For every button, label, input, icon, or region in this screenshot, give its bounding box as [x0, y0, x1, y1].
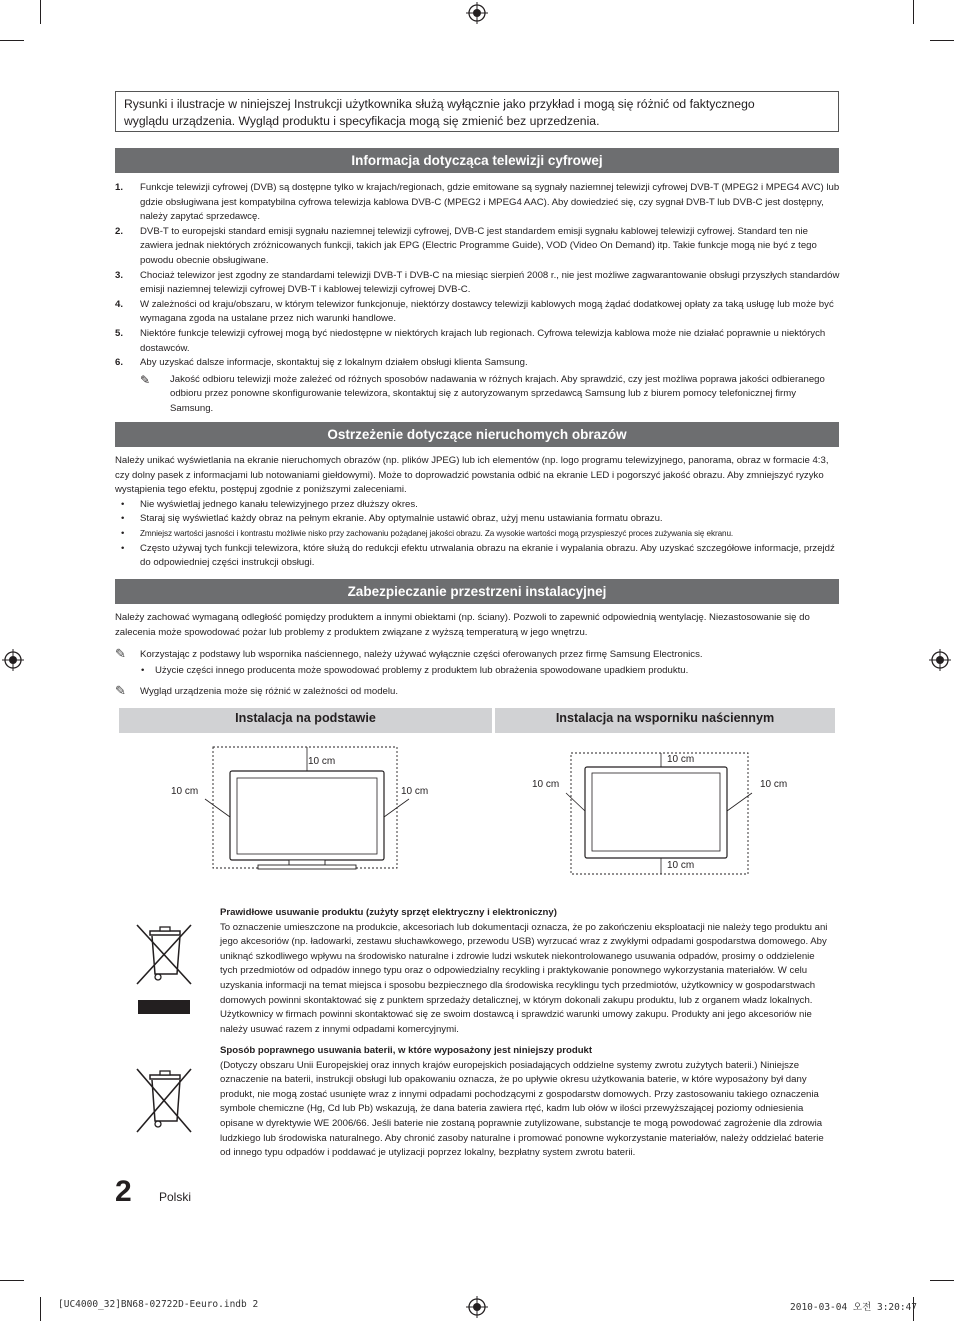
dimension-label: 10 cm	[532, 779, 560, 790]
list-item	[115, 512, 835, 527]
list-item	[115, 181, 840, 225]
section-title-installation-space: Zabezpieczanie przestrzeni instalacyjnej	[115, 579, 839, 604]
weee-text: To oznaczenie umieszczone na produkcie, akcesoriach lub dokumentacji oznacza, że po zakończeniu eksploatacji nie należy tego produktu ani jego akcesoriów (np. ładowarki, zestawu słuchawkowego, przewodu USB) wyrzucać wraz z zwykłymi odpadami gospodarstwa domowego. Aby uniknąć szkodliwego wpływu na środowisko naturalne i zdrowie ludzi wskutek niekontrolowanego usuwania odpadów, prosimy o oddzielenie tych przedmiotów od odpadów innego typu oraz o odpowiedzialny recykling i praktykowanie ponownego wykorzystania materiałów. W celu uzyskania informacji na temat miejsca i sposobu bezpiecznego dla środowiska recyklingu tych przedmiotów, użytkownicy w gospodarstwach domowych powinni skontaktować się z punktem sprzedaży detalicznej, w którym dokonali zakupu produktu, lub z organem władz lokalnych. Użytkownicy w firmach powinni skontaktować się ze swoim dostawcą i sprawdzić warunki umowy zakupu. Produkty ani jego akcesoriów nie należy usuwać razem z innymi odpadami komercyjnymi.	[220, 921, 828, 1035]
memo-note	[115, 373, 840, 417]
list-item	[115, 498, 835, 513]
crop-mark	[0, 1280, 24, 1281]
bullet-icon: •	[121, 513, 125, 525]
weee-disposal-section	[220, 906, 830, 1037]
item-text: DVB-T to europejski standard emisji sygnału naziemnej telewizji cyfrowej, DVB-C jest standardem emisji sygnału kablowej telewizji cyfrowej. Standard ten nie zawiera jednak niektórych zróżnicowanych funkcji, takich jak EPG (Electric Programme Guide), VOD (Video On Demand) itp. Takie funkcje mogą nie być z tego powodu obecnie obsługiwane.	[140, 225, 817, 266]
list-item	[115, 542, 835, 571]
disclaimer-line: Rysunki i ilustracje w niniejszej Instrukcji użytkownika służą wyłącznie jako przykład i mogą się różnić od faktycznego	[124, 97, 755, 111]
memo-pencil-icon: ✎	[115, 646, 126, 661]
list-item	[115, 356, 840, 371]
dimension-label: 10 cm	[667, 754, 695, 765]
column-header-wall-mount: Instalacja na wsporniku naściennym	[495, 708, 835, 733]
dimension-label: 10 cm	[667, 860, 695, 871]
list-item	[115, 269, 840, 298]
crop-mark	[40, 0, 41, 24]
disclaimer-box	[115, 91, 839, 132]
memo-text: Korzystając z podstawy lub wspornika naściennego, należy używać wyłącznie części oferowanych przez firmę Samsung Electronics.	[140, 649, 703, 660]
item-number: 5.	[115, 327, 124, 339]
list-item	[115, 527, 835, 542]
page-language: Polski	[159, 1190, 192, 1204]
installation-intro: Należy zachować wymaganą odległość pomiędzy produktem a innymi obiektami (np. ściany). Pozwoli to zapewnić odpowiednią wentylację. Niezastosowanie się do zalecenia może spowodować pożar lub problemy z produktem związane z wyższą temperaturą w jego wnętrzu.	[115, 612, 810, 638]
crop-mark	[0, 40, 24, 41]
dimension-label: 10 cm	[308, 756, 336, 767]
list-item	[115, 327, 840, 356]
crop-mark	[913, 0, 914, 24]
section-title-digital-tv: Informacja dotycząca telewizji cyfrowej	[115, 148, 839, 173]
item-number: 6.	[115, 357, 124, 369]
item-number: 2.	[115, 225, 124, 237]
installation-memos	[115, 648, 835, 700]
column-header-stand: Instalacja na podstawie	[119, 708, 492, 733]
memo-pencil-icon: ✎	[115, 683, 126, 699]
memo-pencil-icon: ✎	[140, 372, 151, 387]
bullet-text: Staraj się wyświetlać każdy obraz na pełnym ekranie. Aby optymalnie ustawić obraz, użyj menu ustawiania formatu obrazu.	[140, 513, 663, 525]
still-images-content	[115, 454, 835, 571]
still-images-intro: Należy unikać wyświetlania na ekranie nieruchomych obrazów (np. plików JPEG) lub ich elementów (np. logo programu telewizyjnego, panorama, obraz w formacie 4:3, czy dolny pasek z informacjami lub notowaniami giełdowymi). Może to doprowadzić powstania odbić na ekranie LED i pogorszyć jakość obrazu. Aby zmniejszyć ryzyko wystąpienia tego efektu, postępuj zgodnie z poniższymi zaleceniami.	[115, 455, 829, 496]
item-text: W zależności od kraju/obszaru, w którym telewizor funkcjonuje, niektórzy dostawcy telewizji kablowych mogą żądać dodatkowej opłaty za taką usługę lub może być wymagana zgoda na ustalane przez nich warunki handlowe.	[140, 298, 834, 325]
battery-title: Sposób poprawnego usuwania baterii, w które wyposażony jest niniejszy produkt	[220, 1045, 593, 1056]
registration-mark-icon	[466, 1296, 488, 1318]
item-number: 3.	[115, 269, 124, 281]
crossed-bin-icon	[133, 1066, 195, 1138]
bullet-icon: •	[141, 664, 145, 676]
item-number: 4.	[115, 298, 124, 310]
dimension-label: 10 cm	[401, 786, 429, 797]
memo-text: Jakość odbioru telewizji może zależeć od różnych sposobów nadawania w różnych krajach. Aby sprawdzić, czy jest możliwa poprawa jakości odbieranego odbioru przez ponowne skonfigurowanie telewizora, skontaktuj się z autoryzowanym sprzedawcą Samsung lub z biurem pomocy telefonicznej firmy Samsung.	[170, 373, 825, 414]
list-item	[115, 298, 840, 327]
item-number: 1.	[115, 182, 124, 193]
battery-disposal-section	[220, 1044, 830, 1161]
disclaimer-line: wyglądu urządzenia. Wygląd produktu i specyfikacja mogą się zmienić bez uprzedzenia.	[124, 114, 600, 128]
item-text: Niektóre funkcje telewizji cyfrowej mogą być niedostępne w niektórych krajach lub regionach. Cyfrowa telewizja kablowa może nie działać poprawnie u niektórych dostawców.	[140, 327, 826, 354]
wall-mount-diagram	[560, 745, 760, 877]
list-item	[115, 664, 835, 679]
registration-mark-icon	[929, 649, 951, 671]
bullet-text: Użycie części innego producenta może spowodować problemy z produktem lub obrażenia spowodowane upadkiem produktu.	[155, 664, 689, 676]
registration-mark-icon	[466, 2, 488, 24]
memo-note	[115, 648, 835, 663]
section-title-still-images: Ostrzeżenie dotyczące nieruchomych obrazów	[115, 422, 839, 447]
item-text: Chociaż telewizor jest zgodny ze standardami telewizji DVB-T i DVB-C na miesiąc sierpień 2008 r., nie jest możliwe zagwarantowanie obsługi przyszłych standardów emisji naziemnej telewizji cyfrowej DVB-T i kablowej telewizji cyfrowej DVB-C.	[140, 269, 840, 296]
weee-title: Prawidłowe usuwanie produktu (zużyty sprzęt elektryczny i elektroniczny)	[220, 907, 557, 918]
crop-mark	[930, 1280, 954, 1281]
bullet-icon: •	[121, 542, 125, 554]
crop-mark	[40, 1297, 41, 1321]
crossed-bin-icon	[133, 922, 195, 1014]
item-text: Funkcje telewizji cyfrowej (DVB) są dostępne tylko w krajach/regionach, gdzie emitowane są sygnały naziemnej telewizji cyfrowej DVB-T (MPEG2 i MPEG4 AVC) lub gdzie obsługiwana jest kompatybilna cyfrowa telewizja kablowa DVB-C (MPEG2 i MPEG4 AAC). Aby dowiedzieć się, czy sygnał DVB-T lub DVB-C jest dostępny, należy zapytać sprzedawcę.	[140, 182, 840, 223]
page-number: 2	[115, 1175, 132, 1208]
list-item	[115, 225, 840, 269]
memo-text: Wygląd urządzenia może się różnić w zależności od modelu.	[140, 686, 399, 698]
bullet-text: Często używaj tych funkcji telewizora, które służą do redukcji efektu utrwalania obrazu na ekranie i wypalania obrazu. Aby uzyskać szczegółowe informacje, przejdź do odpowiedniej części instrukcji obsługi.	[140, 542, 835, 569]
bullet-icon: •	[121, 527, 125, 539]
item-text: Aby uzyskać dalsze informacje, skontaktuj się z lokalnym działem obsługi klienta Samsung.	[140, 357, 528, 369]
bullet-icon: •	[121, 498, 125, 510]
digital-tv-list	[115, 181, 840, 417]
footer-timestamp: 2010-03-04 오전 3:20:47	[790, 1302, 918, 1313]
bullet-text: Nie wyświetlaj jednego kanału telewizyjnego przez dłuższy okres.	[140, 498, 418, 510]
dimension-label: 10 cm	[171, 786, 199, 797]
battery-text: (Dotyczy obszaru Unii Europejskiej oraz innych krajów europejskich posiadających oddzielne systemy zwrotu zużytych baterii.) Niniejsze oznaczenie na baterii, instrukcji obsługi lub opakowaniu oznacza, że po upływie okresu użytkowania baterie, w które wyposażony był dany produkt, nie mogą zostać usunięte wraz z innymi odpadami pochodzącymi z gospodarstw domowych. Przy zastosowaniu takiego oznaczenia symbole chemiczne (Hg, Cd lub Pb) wskazują, że dana bateria zawiera rtęć, kadm lub ołów w ilości przewyższającej poziomy odniesienia opisane w dyrektywie WE 2006/66. Jeśli baterie nie zostaną poprawnie zutylizowane, substancje te mogą powodować zagrożenie dla zdrowia ludzkiego lub środowiska naturalnego. Aby chronić zasoby naturalne i promować ponowne wykorzystanie materiałów, należy oddzielać baterie od innego typu odpadów i poddawać je utylizacji poprzez lokalny, bezpłatny system zwrotu baterii.	[220, 1059, 824, 1159]
footer-filename: [UC4000_32]BN68-02722D-Eeuro.indb 2	[58, 1299, 259, 1310]
bullet-text: Zmniejsz wartości jasności i kontrastu możliwie nisko przy zachowaniu pożądanej jakości obrazu. Za wysokie wartości mogą przyspieszyć proces zużywania się ekranu.	[140, 528, 734, 538]
memo-note	[115, 685, 835, 700]
crop-mark	[930, 40, 954, 41]
registration-mark-icon	[2, 649, 24, 671]
dimension-label: 10 cm	[760, 779, 788, 790]
